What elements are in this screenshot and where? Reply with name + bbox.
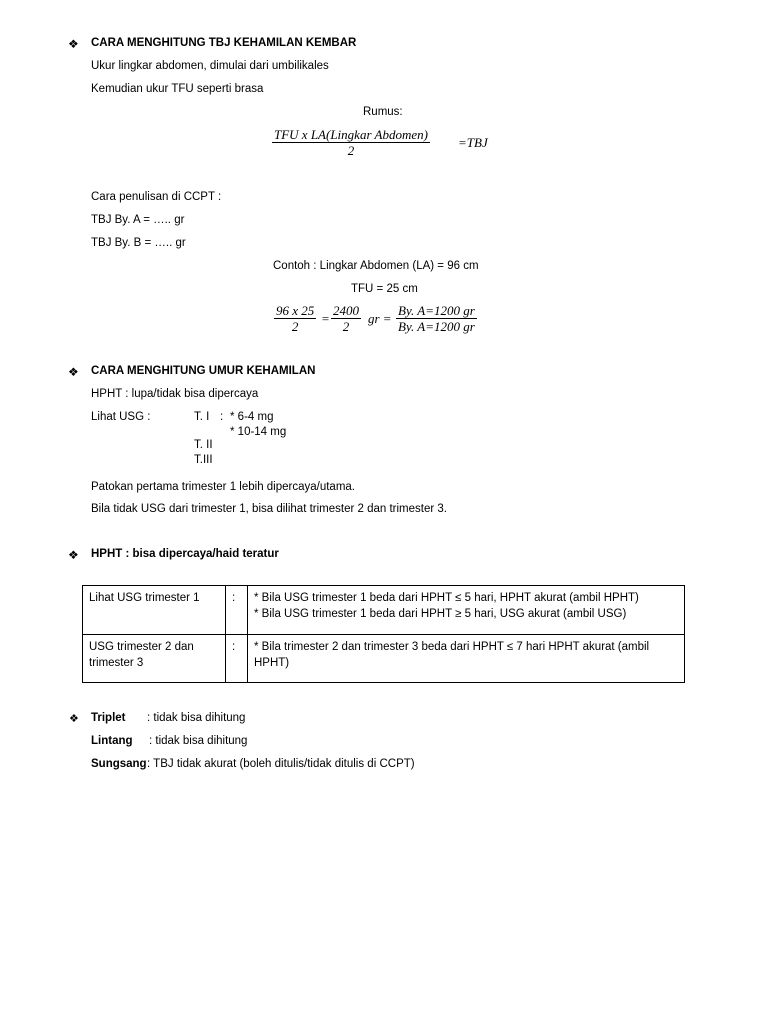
term-sungsang: Sungsang: [91, 758, 147, 770]
section-heading-hpht: HPHT : bisa dipercaya/haid teratur: [91, 548, 279, 560]
trimester-1-item: * 6-4 mg: [230, 411, 274, 423]
term-triplet: Triplet: [91, 712, 126, 724]
example-frac1-num: 96 x 25: [276, 303, 315, 318]
term-lintang: Lintang: [91, 735, 133, 747]
note-line: Patokan pertama trimester 1 lebih dipercaya/utama.: [91, 481, 355, 493]
table-cell-label: Lihat USG trimester 1: [83, 586, 226, 635]
desc-triplet: : tidak bisa dihitung: [147, 712, 246, 724]
formula-fraction: [272, 127, 430, 158]
table-line: * Bila USG trimester 1 beda dari HPHT ≥ 5 hari, USG akurat (ambil USG): [254, 608, 627, 620]
table-cell-label: USG trimester 2 dan trimester 3: [83, 635, 226, 683]
table-cell-colon: :: [226, 586, 248, 635]
check-bullet-icon: ❖: [69, 713, 79, 725]
instruction-line: Ukur lingkar abdomen, dimulai dari umbilikales: [91, 60, 329, 72]
trimester-2: T. II: [194, 439, 213, 451]
desc-lintang: : tidak bisa dihitung: [149, 735, 248, 747]
tbj-a-line: TBJ By. A = ….. gr: [91, 214, 185, 226]
formula-numerator: TFU x LA(Lingkar Abdomen): [274, 127, 428, 142]
example-frac1-den: 2: [291, 319, 299, 334]
trimester-1-item: * 10-14 mg: [230, 426, 287, 438]
table-line: * Bila USG trimester 1 beda dari HPHT ≤ 5 hari, HPHT akurat (ambil HPHT): [254, 592, 639, 604]
trimester-3: T.III: [194, 454, 213, 466]
table-row: [83, 635, 685, 683]
instruction-line: Kemudian ukur TFU seperti brasa: [91, 83, 264, 95]
section-heading-tbj: CARA MENGHITUNG TBJ KEHAMILAN KEMBAR: [91, 37, 357, 49]
hpht-table: [82, 585, 685, 683]
example-unit: gr =: [368, 311, 392, 326]
formula-denominator: 2: [347, 143, 355, 158]
example-fraction-3: [396, 303, 477, 334]
note-line: Bila tidak USG dari trimester 1, bisa dilihat trimester 2 dan trimester 3.: [91, 503, 447, 515]
usg-label: Lihat USG :: [91, 411, 151, 423]
example-la: Contoh : Lingkar Abdomen (LA) = 96 cm: [273, 260, 479, 272]
table-row: [83, 586, 685, 635]
example-equals: =: [321, 311, 330, 326]
table-cell-content: [248, 635, 685, 683]
table-line: * Bila trimester 2 dan trimester 3 beda dari HPHT ≤ 7 hari HPHT akurat (ambil HPHT): [254, 641, 650, 669]
table-cell-colon: :: [226, 635, 248, 683]
example-tfu: TFU = 25 cm: [351, 283, 418, 295]
example-frac3-num: By. A=1200 gr: [398, 303, 475, 318]
diamond-bullet-icon: ❖: [68, 37, 79, 51]
formula-label: Rumus:: [363, 106, 403, 118]
diamond-bullet-icon: ❖: [68, 548, 79, 562]
example-fraction-1: [274, 303, 316, 334]
tbj-b-line: TBJ By. B = ….. gr: [91, 237, 186, 249]
formula-result: =TBJ: [458, 135, 488, 150]
ccpt-label: Cara penulisan di CCPT :: [91, 191, 222, 203]
example-frac3-den: By. A=1200 gr: [398, 319, 475, 334]
hpht-line: HPHT : lupa/tidak bisa dipercaya: [91, 388, 259, 400]
example-fraction-2: [331, 303, 361, 334]
trimester-1: T. I: [194, 411, 210, 423]
section-heading-umur: CARA MENGHITUNG UMUR KEHAMILAN: [91, 365, 316, 377]
table-cell-content: [248, 586, 685, 635]
example-frac2-num: 2400: [333, 303, 359, 318]
trimester-1-colon: :: [220, 411, 224, 423]
desc-sungsang: : TBJ tidak akurat (boleh ditulis/tidak ditulis di CCPT): [147, 758, 415, 770]
example-frac2-den: 2: [342, 319, 350, 334]
diamond-bullet-icon: ❖: [68, 365, 79, 379]
